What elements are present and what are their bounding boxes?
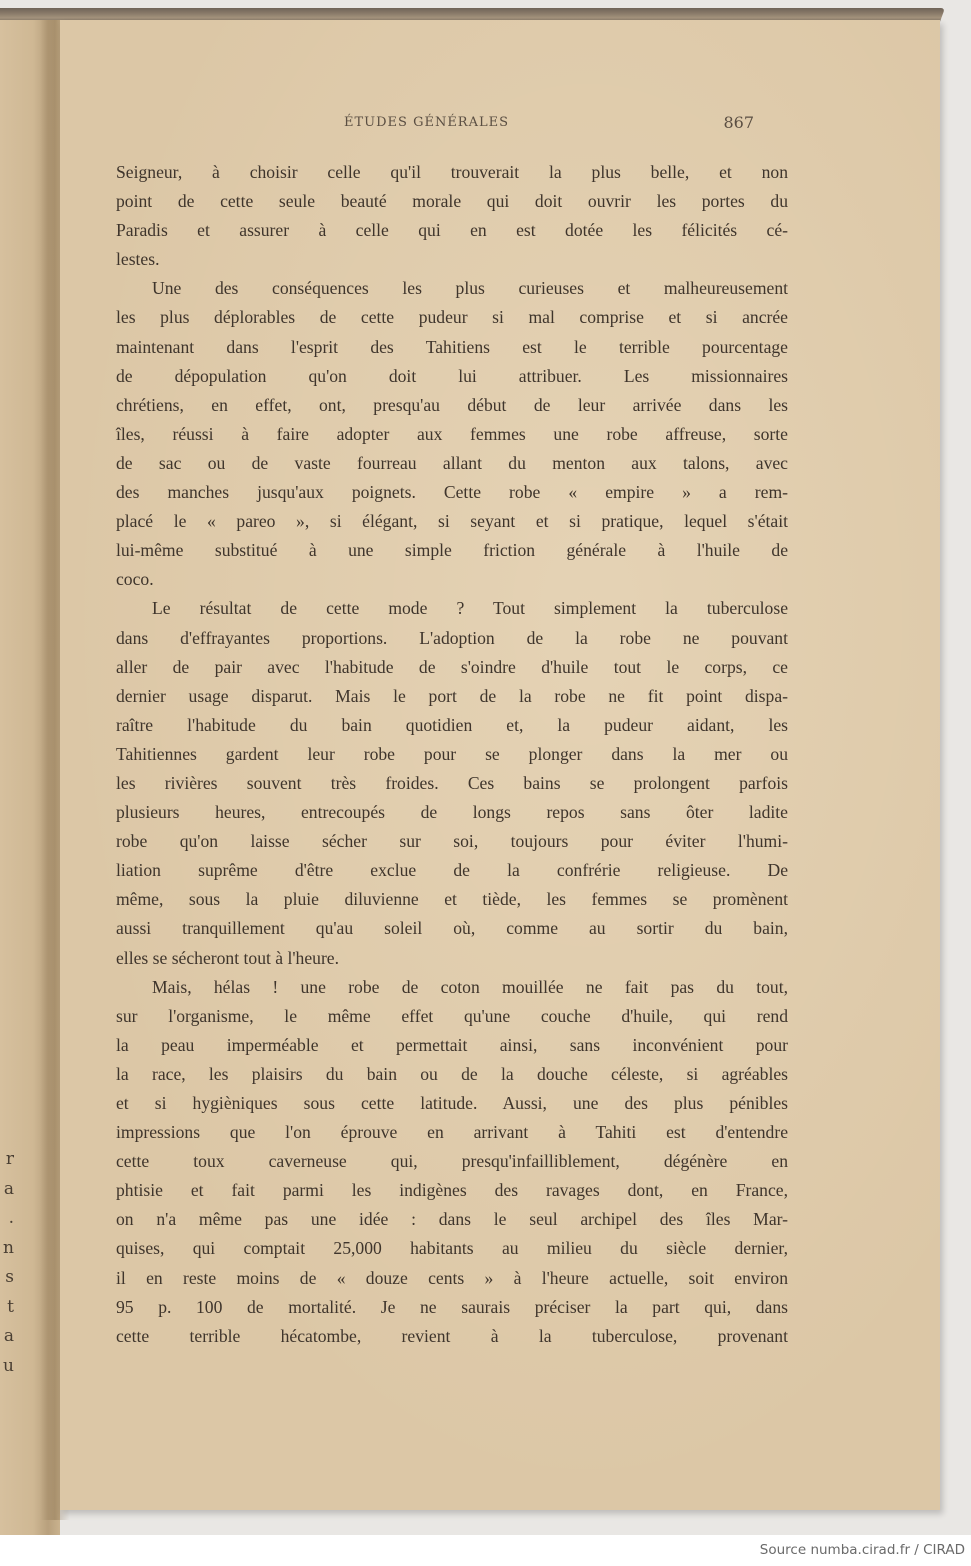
fragment-char: t <box>7 1296 14 1317</box>
text-line: cette toux caverneuse qui, presqu'infailliblement, dégénère en <box>116 1151 788 1172</box>
text-line: Seigneur, à choisir celle qu'il trouverait la plus belle, et non <box>116 162 788 182</box>
page-number: 867 <box>723 113 754 132</box>
text-line: impressions que l'on éprouve en arrivant à Tahiti est d'entendre <box>116 1122 788 1143</box>
text-line: Mais, hélas ! une robe de coton mouillée ne fait pas du tout, <box>152 976 788 997</box>
text-line: placé le « pareo », si élégant, si seyant et si pratique, lequel s'était <box>116 511 788 532</box>
text-line: lestes. <box>116 249 160 270</box>
text-line: point de cette seule beauté morale qui doit ouvrir les portes du <box>116 191 788 212</box>
text-line: Paradis et assurer à celle qui en est dotée les félicités cé- <box>116 220 788 241</box>
running-title: ÉTUDES GÉNÉRALES <box>344 115 510 130</box>
text-line: aller de pair avec l'habitude de s'oindre d'huile tout le corps, ce <box>116 656 788 677</box>
text-line: dernier usage disparut. Mais le port de la robe ne fit point dispa- <box>116 685 788 706</box>
paragraph <box>116 274 788 594</box>
body-text <box>116 158 788 1351</box>
paragraph <box>116 594 788 972</box>
fragment-char: u <box>3 1355 14 1376</box>
text-line: la peau imperméable et permettait ainsi, sans inconvénient pour <box>116 1034 788 1055</box>
text-line: on n'a même pas une idée : dans le seul archipel des îles Mar- <box>116 1209 788 1230</box>
text-line: la race, les plaisirs du bain ou de la douche céleste, si agréables <box>116 1063 788 1084</box>
text-line: les rivières souvent très froides. Ces bains se prolongent parfois <box>116 772 788 793</box>
text-line: de dépopulation qu'on doit lui attribuer. Les missionnaires <box>116 365 788 386</box>
text-line: les plus déplorables de cette pudeur si mal comprise et si ancrée <box>116 307 788 328</box>
text-line: robe qu'on laisse sécher sur soi, toujours pour éviter l'humi- <box>116 831 788 852</box>
text-line: Une des conséquences les plus curieuses et malheureusement <box>152 278 788 299</box>
text-line: Le résultat de cette mode ? Tout simplement la tuberculose <box>152 598 788 619</box>
text-line: chrétiens, en effet, ont, presqu'au début de leur arrivée dans les <box>116 394 788 415</box>
text-line: plusieurs heures, entrecoupés de longs repos sans ôter ladite <box>116 802 788 823</box>
text-line: cette terrible hécatombe, revient à la tuberculose, provenant <box>116 1325 788 1346</box>
text-line: dans d'effrayantes proportions. L'adoption de la robe ne pouvant <box>116 627 788 648</box>
left-page-text-fragment <box>0 1145 14 1381</box>
fragment-char: s <box>5 1267 14 1287</box>
text-line: phtisie et fait parmi les indigènes des ravages dont, en France, <box>116 1180 788 1201</box>
text-line: sur l'organisme, le même effet qu'une couche d'huile, qui rend <box>116 1005 788 1026</box>
text-line: quises, qui comptait 25,000 habitants au milieu du siècle dernier, <box>116 1238 788 1259</box>
source-caption: Source numba.cirad.fr / CIRAD <box>759 1542 965 1558</box>
fragment-char: a <box>3 1326 14 1346</box>
text-line: et si hygièniques sous cette latitude. Aussi, une des plus pénibles <box>116 1093 788 1113</box>
fragment-char: n <box>3 1237 14 1258</box>
fragment-char: . <box>8 1208 14 1228</box>
fragment-char: a <box>3 1178 14 1199</box>
text-line: lui-même substitué à une simple friction générale à l'huile de <box>116 540 788 561</box>
paragraph <box>116 973 788 1351</box>
text-line: maintenant dans l'esprit des Tahitiens est le terrible pourcentage <box>116 336 788 357</box>
fragment-char: r <box>5 1149 14 1169</box>
text-line: liation suprême d'être exclue de la confrérie religieuse. De <box>116 860 788 881</box>
text-line: de sac ou de vaste fourreau allant du menton aux talons, avec <box>116 452 788 473</box>
text-line: coco. <box>116 569 154 590</box>
text-line: raître l'habitude du bain quotidien et, la pudeur aidant, les <box>116 714 788 735</box>
text-line: îles, réussi à faire adopter aux femmes une robe affreuse, sorte <box>116 423 788 444</box>
text-line: il en reste moins de « douze cents » à l'heure actuelle, soit environ <box>116 1267 788 1288</box>
text-line: même, sous la pluie diluvienne et tiède, les femmes se promènent <box>116 889 788 910</box>
text-line: aussi tranquillement qu'au soleil où, comme au sortir du bain, <box>116 918 788 939</box>
text-line: Tahitiennes gardent leur robe pour se plonger dans la mer ou <box>116 743 788 764</box>
text-line: des manches jusqu'aux poignets. Cette robe « empire » a rem- <box>116 482 788 503</box>
paragraph <box>116 158 788 274</box>
text-line: 95 p. 100 de mortalité. Je ne saurais préciser la part qui, dans <box>116 1296 788 1317</box>
text-line: elles se sécheront tout à l'heure. <box>116 947 340 968</box>
